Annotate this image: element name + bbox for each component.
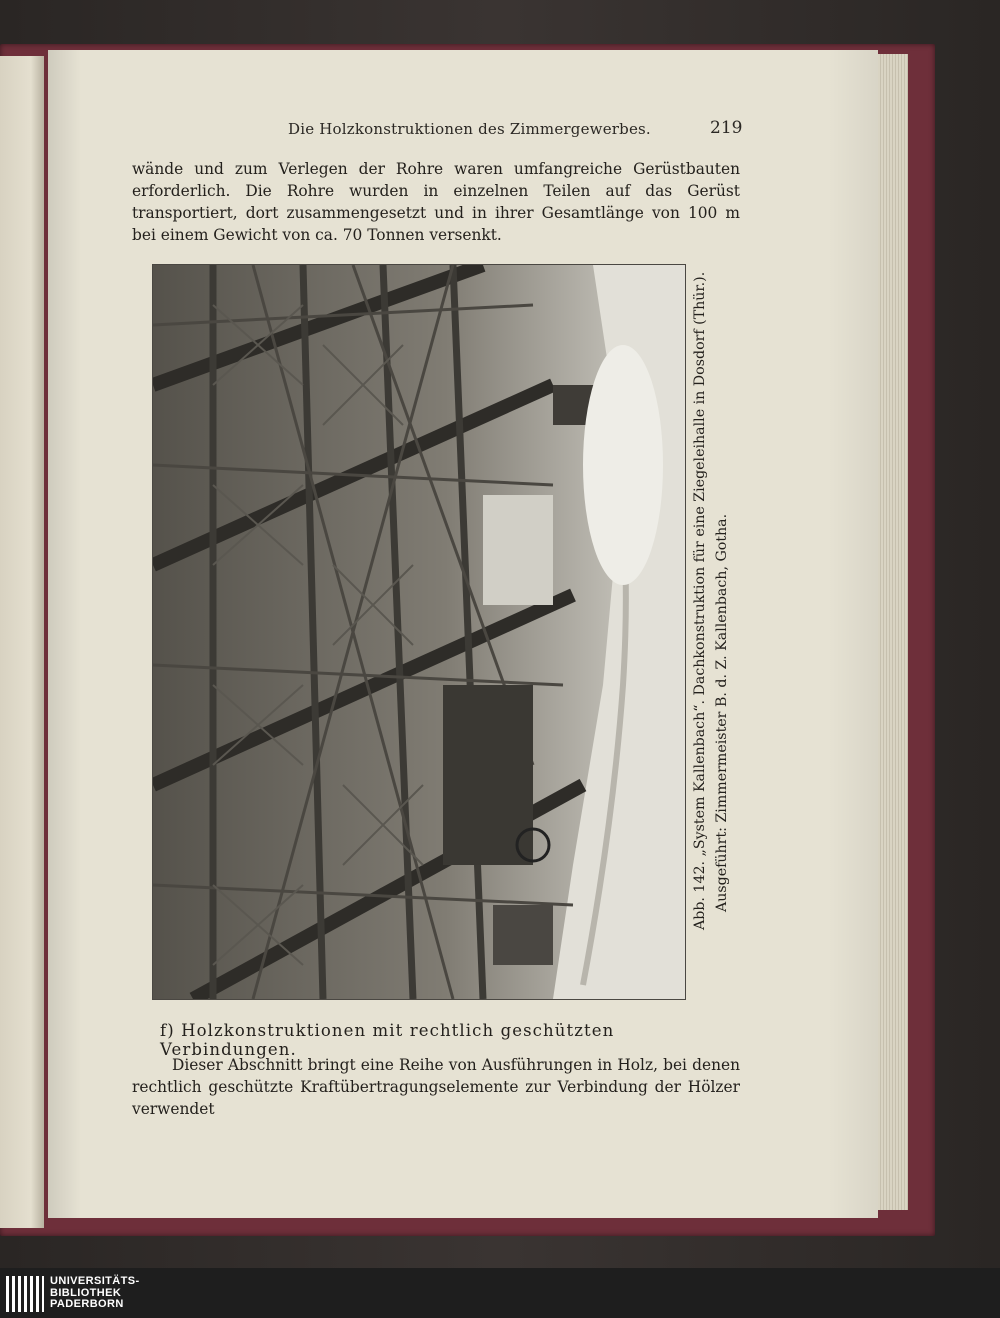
section-paragraph: [132, 1054, 740, 1120]
logo-line-3: PADERBORN: [50, 1298, 124, 1310]
logo-line-1: UNIVERSITÄTS-: [50, 1275, 140, 1287]
figure-caption: [692, 271, 736, 930]
library-footer: [0, 1268, 1000, 1318]
body-paragraph: [132, 158, 740, 246]
page-number: 219: [710, 118, 743, 138]
roof-structure-photo: [153, 265, 685, 999]
caption-line-1: Abb. 142. „System Kallenbach“. Dachkonstruktion für eine Ziegeleihalle in Dosdorf (Thür.).: [692, 271, 708, 930]
figure-photo: [152, 264, 686, 1000]
page-edges: [878, 54, 908, 1210]
running-head: Die Holzkonstruktionen des Zimmergewerbes.: [288, 120, 651, 138]
caption-line-2: Ausgeführt: Zimmermeister B. d. Z. Kallenbach, Gotha.: [714, 513, 730, 912]
library-logo-text: [50, 1276, 140, 1311]
section-paragraph-text: Dieser Abschnitt bringt eine Reihe von Ausführungen in Holz, bei denen rechtlich geschützte Kraftübertragungselemente zur Verbindung der Hölzer verwendet: [132, 1056, 740, 1118]
logo-line-2: BIBLIOTHEK: [50, 1286, 122, 1299]
section-heading: f) Holzkonstruktionen mit rechtlich geschützten Verbindungen.: [160, 1021, 615, 1059]
paragraph-1: wände und zum Verlegen der Rohre waren umfangreiche Gerüstbauten erforderlich. Die Rohre wurden in einzelnen Teilen auf das Gerüst transportiert, dort zusammengesetzt und in ihrer Gesamtlänge von 100 m bei einem Gewicht von ca. 70 Tonnen versenkt.: [132, 160, 740, 244]
library-logo-icon: [6, 1276, 44, 1312]
left-page-edge: [0, 56, 44, 1228]
